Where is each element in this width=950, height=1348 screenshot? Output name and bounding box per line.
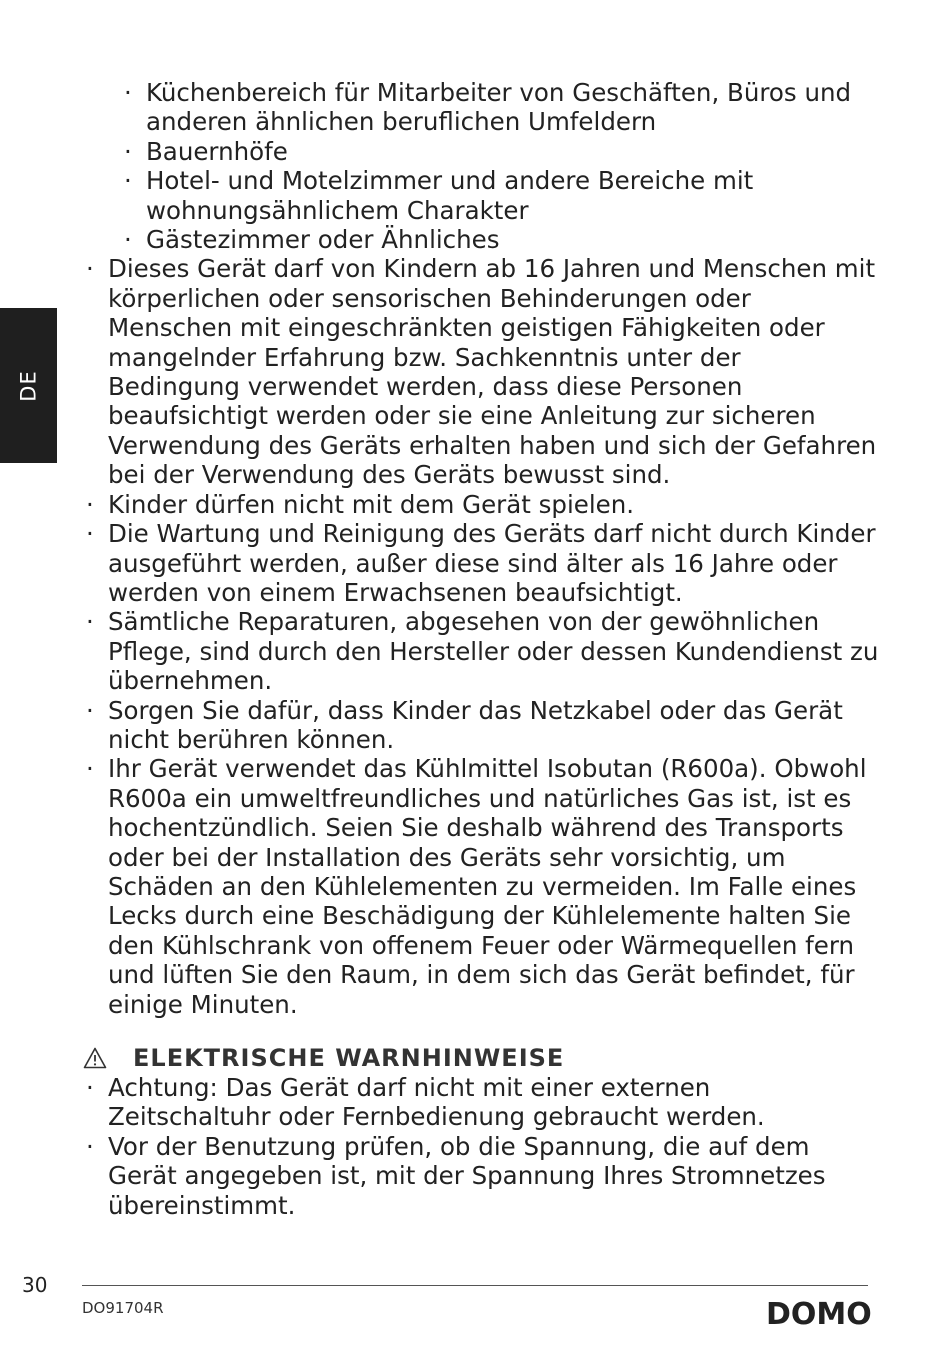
list-item: · Sämtliche Reparaturen, abgesehen von der gewöhnlichen Pflege, sind durch den Hersteller oder dessen Kundendienst zu übernehmen. <box>108 607 880 695</box>
document-body <box>80 78 880 1220</box>
list-item: · Die Wartung und Reinigung des Geräts darf nicht durch Kinder ausgeführt werden, außer diese sind älter als 16 Jahre oder werden von einem Erwachsenen beaufsichtigt. <box>108 519 880 607</box>
footer-divider <box>82 1285 868 1286</box>
language-label: DE <box>16 369 41 402</box>
language-tab <box>0 308 57 463</box>
list-item: · Bauernhöfe <box>146 137 880 166</box>
electrical-warnings-list <box>80 1073 880 1220</box>
warning-triangle-icon <box>83 1047 107 1069</box>
list-item: · Ihr Gerät verwendet das Kühlmittel Isobutan (R600a). Obwohl R600a ein umweltfreundliches und natürliches Gas ist, ist es hochentzündlich. Seien Sie deshalb während des Transports oder bei der Installation des Geräts sehr vorsichtig, um Schäden an den Kühlelementen zu vermeiden. Im Falle eines Lecks durch eine Beschädigung der Kühlelemente halten Sie den Kühlschrank von offenem Feuer oder Wärmequellen fern und lüften Sie den Raum, in dem sich das Gerät befindet, für einige Minuten. <box>108 754 880 1019</box>
list-item: · Kinder dürfen nicht mit dem Gerät spielen. <box>108 490 880 519</box>
list-item: · Gästezimmer oder Ähnliches <box>146 225 880 254</box>
usage-locations-list <box>80 78 880 254</box>
section-title: ELEKTRISCHE WARNHINWEISE <box>133 1044 565 1072</box>
list-item: · Küchenbereich für Mitarbeiter von Geschäften, Büros und anderen ähnlichen beruflichen Umfeldern <box>146 78 880 137</box>
list-item: · Vor der Benutzung prüfen, ob die Spannung, die auf dem Gerät angegeben ist, mit der Spannung Ihres Stromnetzes übereinstimmt. <box>108 1132 880 1220</box>
section-heading <box>80 1043 880 1073</box>
brand-logo: DOMO <box>766 1297 872 1332</box>
list-item: · Hotel- und Motelzimmer und andere Bereiche mit wohnungsähnlichem Charakter <box>146 166 880 225</box>
list-item: · Dieses Gerät darf von Kindern ab 16 Jahren und Menschen mit körperlichen oder sensorischen Behinderungen oder Menschen mit eingeschränkten geistigen Fähigkeiten oder mangelnder Erfahrung bzw. Sachkenntnis unter der Bedingung verwendet werden, dass diese Personen beaufsichtigt werden oder sie eine Anleitung zur sicheren Verwendung des Geräts erhalten haben und sich der Gefahren bei der Verwendung des Geräts bewusst sind. <box>108 254 880 489</box>
list-item: · Achtung: Das Gerät darf nicht mit einer externen Zeitschaltuhr oder Fernbedienung gebraucht werden. <box>108 1073 880 1132</box>
page-number: 30 <box>22 1273 48 1297</box>
model-number: DO91704R <box>82 1299 164 1317</box>
safety-instructions-list <box>80 254 880 1019</box>
list-item: · Sorgen Sie dafür, dass Kinder das Netzkabel oder das Gerät nicht berühren können. <box>108 696 880 755</box>
